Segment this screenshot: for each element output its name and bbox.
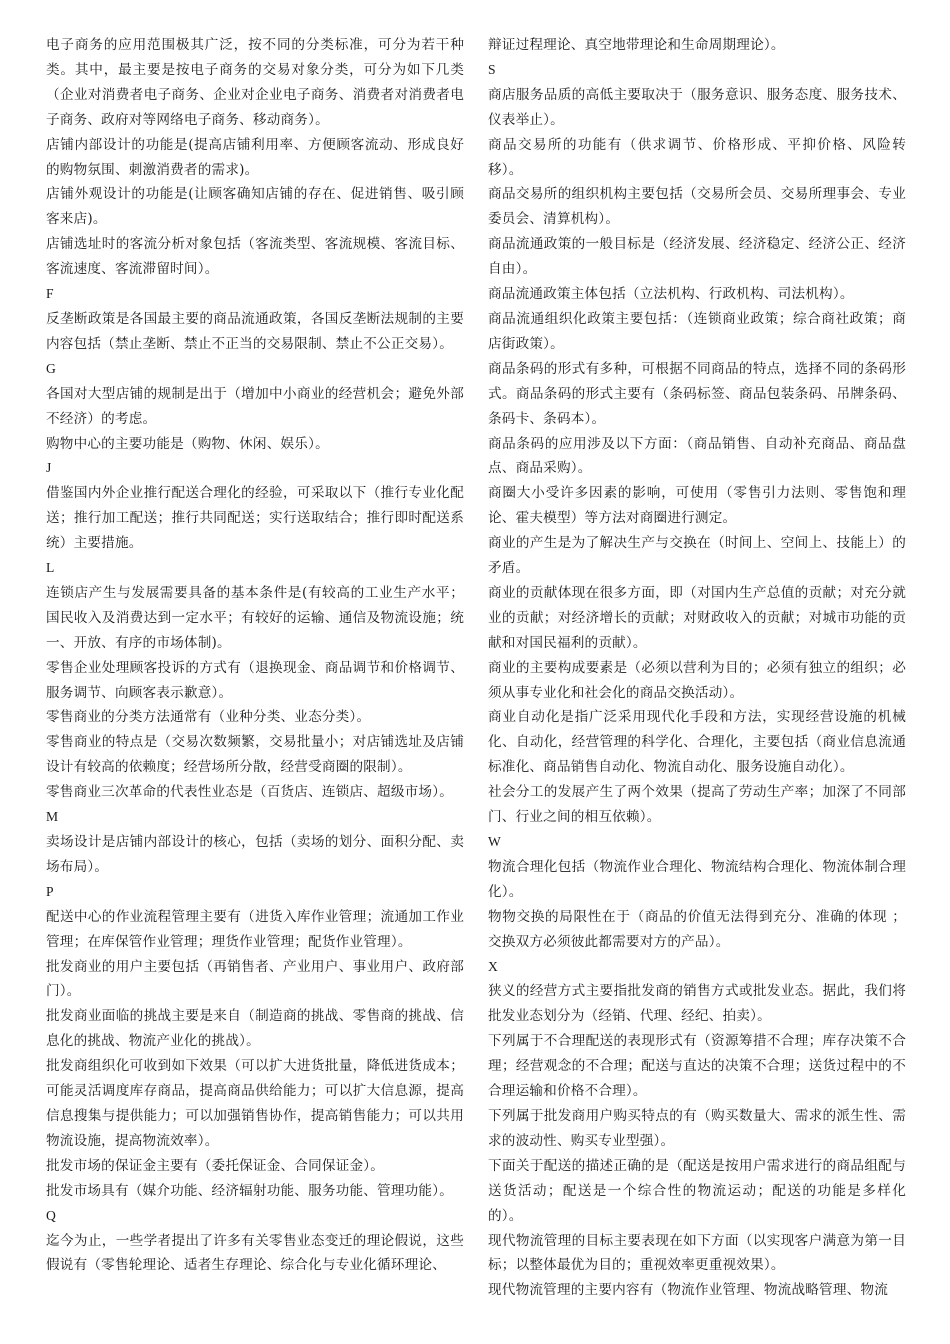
text-paragraph: 商业的主要构成要素是（必须以营利为目的；必须有独立的组织；必须从事专业化和社会化的商品交换活动）。 [488, 659, 906, 701]
text-paragraph: 店铺外观设计的功能是(让顾客确知店铺的存在、促进销售、吸引顾客来店)。 [46, 186, 464, 228]
text-paragraph: 下列属于不合理配送的表现形式有（资源筹措不合理；库存决策不合理；经营观念的不合理；配送与直达的决策不合理；送货过程中的不合理运输和价格不合理）。 [488, 1033, 906, 1100]
text-paragraph: 批发市场的保证金主要有（委托保证金、合同保证金）。 [46, 1157, 385, 1174]
text-paragraph: 商业的贡献体现在很多方面，即（对国内生产总值的贡献；对充分就业的贡献；对经济增长的贡献；对财政收入的贡献；对城市功能的贡献和对国民福利的贡献）。 [488, 584, 906, 651]
text-paragraph: 物物交换的局限性在于（商品的价值无法得到充分、准确的体现 ；交换双方必须彼此都需要对方的产品）。 [488, 908, 906, 950]
text-paragraph: 商业的产生是为了解决生产与交换在（时间上、空间上、技能上）的矛盾。 [488, 535, 906, 577]
text-paragraph: 迄今为止，一些学者提出了许多有关零售业态变迁的理论假说，这些假说有（零售轮理论、适者生存理论、综合化与专业化循环理论、 [46, 1232, 464, 1274]
text-paragraph: 零售商业的分类方法通常有（业种分类、业态分类）。 [46, 709, 371, 726]
text-paragraph: 零售企业处理顾客投诉的方式有（退换现金、商品调节和价格调节、服务调节、向顾客表示歉意）。 [46, 659, 464, 701]
text-paragraph: 反垄断政策是各国最主要的商品流通政策，各国反垄断法规制的主要内容包括（禁止垄断、禁止不正当的交易限制、禁止不公正交易）。 [46, 310, 464, 352]
text-paragraph: 零售商业的特点是（交易次数频繁，交易批量小；对店铺选址及店铺设计有较高的依赖度；经营场所分散，经营受商圈的限制）。 [46, 734, 464, 776]
section-letter-heading: G [46, 360, 56, 376]
text-paragraph: 商品条码的应用涉及以下方面：（商品销售、自动补充商品、商品盘点、商品采购）。 [488, 435, 906, 477]
section-letter-heading: Q [46, 1207, 56, 1223]
text-paragraph: 商品交易所的功能有（供求调节、价格形成、平抑价格、风险转移）。 [488, 136, 906, 178]
left-column [46, 33, 464, 1278]
text-paragraph: 店铺内部设计的功能是(提高店铺利用率、方便顾客流动、形成良好的购物氛围、刺激消费者的需求)。 [46, 136, 464, 178]
right-column [488, 33, 906, 1303]
text-paragraph: 商业自动化是指广泛采用现代化手段和方法，实现经营设施的机械化、自动化，经营管理的科学化、合理化，主要包括（商业信息流通标准化、商品销售自动化、物流自动化、服务设施自动化）。 [488, 709, 906, 776]
text-paragraph: 商品交易所的组织机构主要包括（交易所会员、交易所理事会、专业委员会、清算机构）。 [488, 186, 906, 228]
text-paragraph: 物流合理化包括（物流作业合理化、物流结构合理化、物流体制合理化）。 [488, 858, 906, 900]
text-paragraph: 连锁店产生与发展需要具备的基本条件是(有较高的工业生产水平；国民收入及消费达到一定水平；有较好的运输、通信及物流设施；统一、开放、有序的市场体制)。 [46, 584, 464, 651]
text-paragraph: 批发商业面临的挑战主要是来自（制造商的挑战、零售商的挑战、信息化的挑战、物流产业化的挑战）。 [46, 1008, 464, 1050]
text-paragraph: 狭义的经营方式主要指批发商的销售方式或批发业态。据此，我们将批发业态划分为（经销、代理、经纪、拍卖）。 [488, 983, 906, 1025]
text-paragraph: 批发市场具有（媒介功能、经济辐射功能、服务功能、管理功能）。 [46, 1182, 454, 1199]
text-paragraph: 零售商业三次革命的代表性业态是（百货店、连锁店、超级市场）。 [46, 784, 454, 801]
text-paragraph: 现代物流管理的目标主要表现在如下方面（以实现客户满意为第一目标；以整体最优为目的；重视效率更重视效果）。 [488, 1232, 906, 1274]
section-letter-heading: S [488, 61, 496, 77]
section-letter-heading: W [488, 834, 501, 849]
text-paragraph: 店铺选址时的客流分析对象包括（客流类型、客流规模、客流目标、客流速度、客流滞留时间）。 [46, 236, 464, 278]
section-letter-heading: P [46, 883, 54, 899]
text-paragraph: 卖场设计是店铺内部设计的核心，包括（卖场的划分、面积分配、卖场布局）。 [46, 834, 464, 875]
text-paragraph: 商品流通政策主体包括（立法机构、行政机构、司法机构）。 [488, 286, 854, 303]
text-paragraph: 借鉴国内外企业推行配送合理化的经验，可采取以下（推行专业化配送；推行加工配送；推行共同配送；实行送取结合；推行即时配送系统）主要措施。 [46, 485, 464, 552]
text-paragraph: 现代物流管理的主要内容有（物流作业管理、物流战略管理、物流 [488, 1282, 889, 1299]
text-paragraph: 各国对大型店铺的规制是出于（增加中小商业的经营机会；避免外部不经济）的考虑。 [46, 385, 464, 427]
section-letter-heading: J [46, 460, 52, 476]
text-paragraph: 电子商务的应用范围极其广泛，按不同的分类标准，可分为若干种类。其中，最主要是按电子商务的交易对象分类，可分为如下几类（企业对消费者电子商务、企业对企业电子商务、消费者对消费者电子商务、政府对等网络电子商务、移动商务）。 [46, 37, 464, 128]
text-paragraph: 下列属于批发商用户购买特点的有（购买数量大、需求的派生性、需求的波动性、购买专业型强）。 [488, 1107, 906, 1149]
text-paragraph: 商圈大小受许多因素的影响，可使用（零售引力法则、零售饱和理论、霍夫模型）等方法对商圈进行测定。 [488, 485, 906, 527]
text-paragraph: 社会分工的发展产生了两个效果（提高了劳动生产率；加深了不同部门、行业之间的相互依赖）。 [488, 784, 906, 826]
text-paragraph: 商品流通组织化政策主要包括：（连锁商业政策；综合商社政策；商店街政策）。 [488, 310, 906, 352]
text-paragraph: 配送中心的作业流程管理主要有（进货入库作业管理；流通加工作业管理；在库保管作业管理；理货作业管理；配货作业管理）。 [46, 908, 464, 950]
section-letter-heading: M [46, 809, 59, 825]
text-paragraph: 批发商组织化可收到如下效果（可以扩大进货批量，降低进货成本；可能灵活调度库存商品，提高商品供给能力；可以扩大信息源，提高信息搜集与提供能力；可以加强销售协作，提高销售能力；可以共用物流设施，提高物流效率）。 [46, 1058, 464, 1149]
text-paragraph: 下面关于配送的描述正确的是（配送是按用户需求进行的商品组配与送货活动；配送是一个综合性的物流运动；配送的功能是多样化的）。 [488, 1157, 906, 1224]
text-paragraph: 辩证过程理论、真空地带理论和生命周期理论）。 [488, 37, 785, 53]
section-letter-heading: X [488, 958, 498, 974]
text-paragraph: 商品流通政策的一般目标是（经济发展、经济稳定、经济公正、经济自由）。 [488, 236, 906, 278]
section-letter-heading: F [46, 286, 54, 302]
text-paragraph: 批发商业的用户主要包括（再销售者、产业用户、事业用户、政府部门）。 [46, 958, 464, 1000]
text-paragraph: 商品条码的形式有多种，可根据不同商品的特点，选择不同的条码形式。商品条码的形式主要有（条码标签、商品包装条码、吊牌条码、条码卡、条码本）。 [488, 360, 906, 427]
text-paragraph: 购物中心的主要功能是（购物、休闲、娱乐）。 [46, 435, 329, 452]
section-letter-heading: L [46, 560, 55, 576]
text-paragraph: 商店服务品质的高低主要取决于（服务意识、服务态度、服务技术、仪表举止）。 [488, 86, 906, 128]
